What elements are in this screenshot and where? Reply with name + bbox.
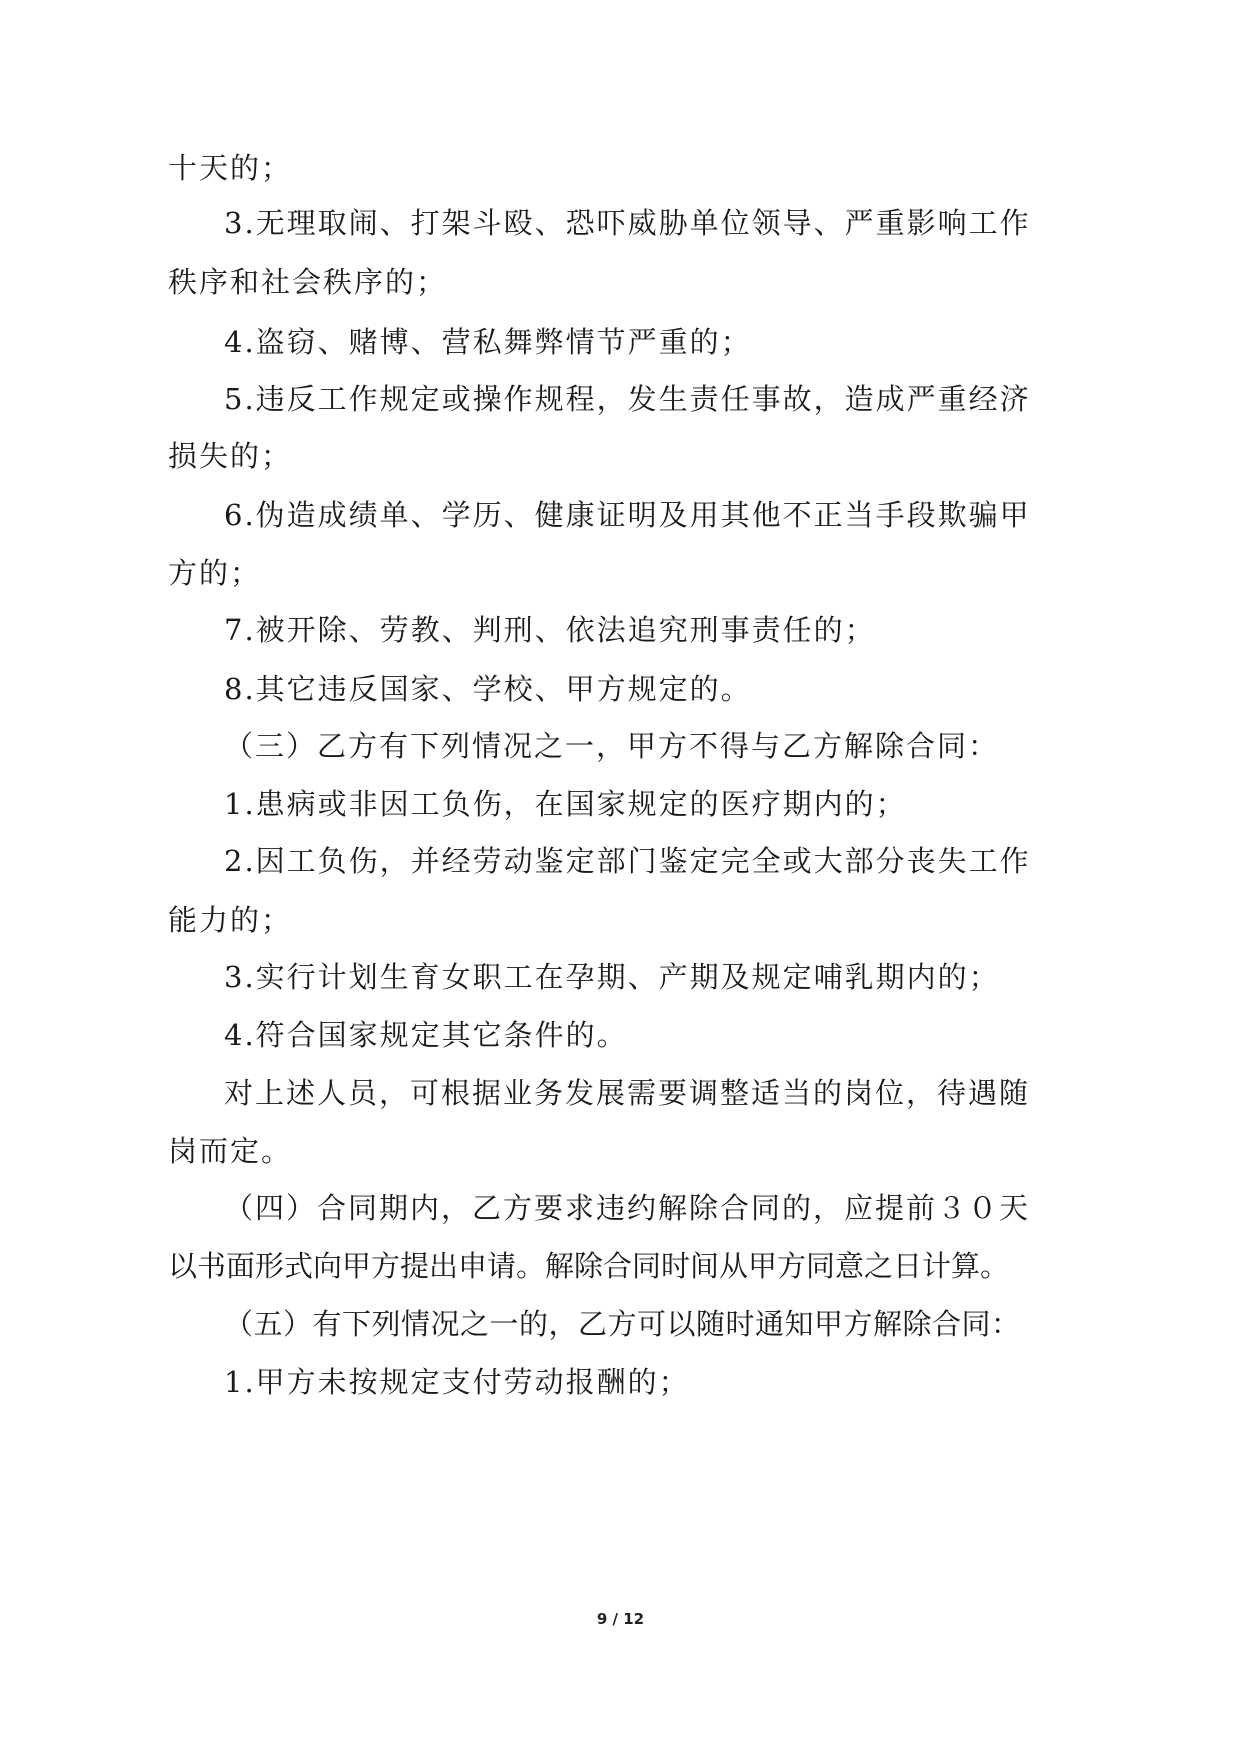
section-heading: （四）合同期内，乙方要求违约解除合同的，应提前３０天 [224,1191,1031,1225]
text-line: 能力的； [168,903,293,937]
section-heading: （三）乙方有下列情况之一，甲方不得与乙方解除合同： [224,729,1000,763]
section-heading: （五）有下列情况之一的，乙方可以随时通知甲方解除合同： [224,1307,1021,1341]
text-line: 4.盗窃、赌博、营私舞弊情节严重的； [224,325,752,359]
text-line: 6.伪造成绩单、学历、健康证明及用其他不正当手段欺骗甲 [224,498,1031,532]
text-line: 4.符合国家规定其它条件的。 [224,1018,628,1052]
text-line: 秩序和社会秩序的； [168,265,448,299]
text-line: 方的； [168,556,262,590]
text-line: 十天的； [168,151,293,185]
text-line: 损失的； [168,439,293,473]
text-line: 2.因工负伤，并经劳动鉴定部门鉴定完全或大部分丧失工作 [224,844,1031,878]
text-line: 1.甲方未按规定支付劳动报酬的； [224,1365,690,1399]
text-line: 3.实行计划生育女职工在孕期、产期及规定哺乳期内的； [224,960,1000,994]
text-line: 5.违反工作规定或操作规程，发生责任事故，造成严重经济 [224,382,1031,416]
text-line: 8.其它违反国家、学校、甲方规定的。 [224,672,752,706]
text-line: 以书面形式向甲方提出申请。解除合同时间从甲方同意之日计算。 [168,1249,1010,1283]
text-line: 7.被开除、劳教、判刑、依法追究刑事责任的； [224,613,876,647]
text-line: 对上述人员，可根据业务发展需要调整适当的岗位，待遇随 [224,1076,1031,1110]
text-line: 3.无理取闹、打架斗殴、恐吓威胁单位领导、严重影响工作 [224,206,1031,240]
text-line: 岗而定。 [168,1134,293,1168]
text-line: 1.患病或非因工负伤，在国家规定的医疗期内的； [224,787,907,821]
page-number: 9 / 12 [596,1610,645,1628]
